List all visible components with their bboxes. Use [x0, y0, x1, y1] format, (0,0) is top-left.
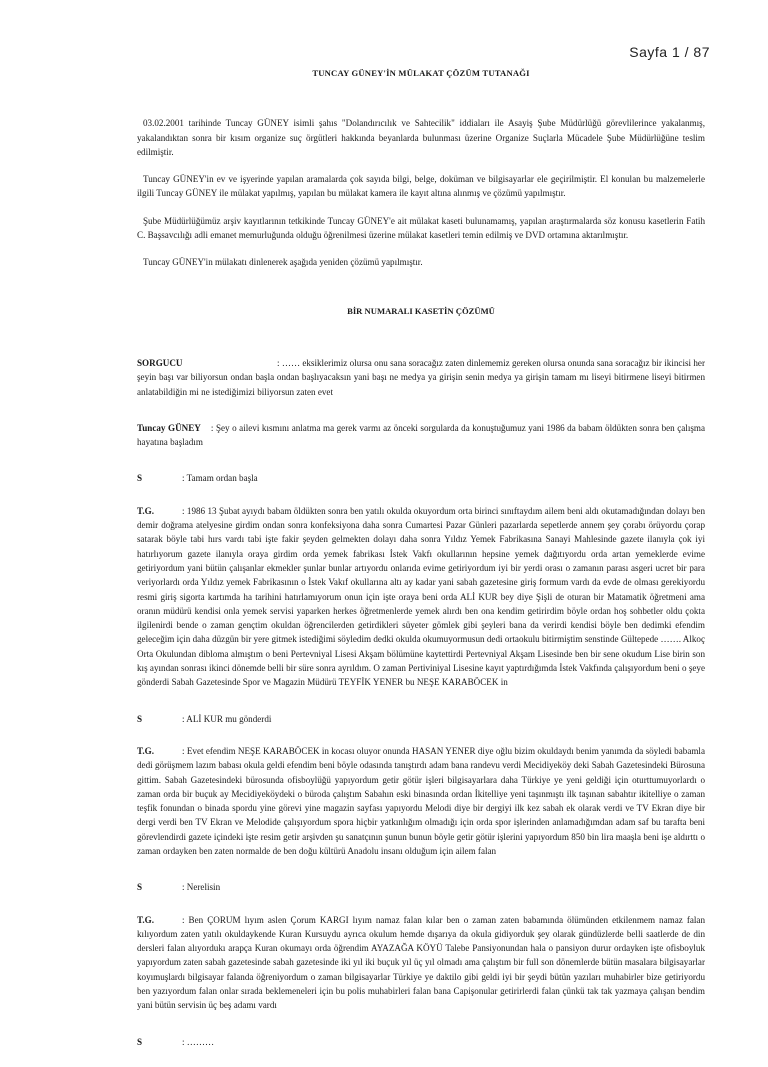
- sorgucu-label: SORGUCU: [137, 357, 183, 368]
- sorgucu-statement: [137, 356, 705, 399]
- s-text-4: : ………: [182, 1036, 215, 1047]
- s-label-1: S: [137, 473, 143, 484]
- s-statement-2: [137, 712, 705, 726]
- tg-statement-1: [137, 504, 705, 690]
- document-title: TUNCAY GÜNEY'İN MÜLAKAT ÇÖZÜM TUTANAĞI: [312, 68, 530, 78]
- s-statement-3: [137, 880, 705, 894]
- intro-paragraph-2: Tuncay GÜNEY'in ev ve işyerinde yapılan aramalarda çok sayıda bilgi, belge, doküman ve bilgisayarlar ele geçirilmiştir. El konulan bu malzemelerle ilgili Tuncay GÜNEY ile mülakat yapılmış, yapılan bu mülakat kamera ile kayıt altına alınmış ve çözümü yapılmıştır.: [137, 174, 705, 199]
- s-text-3: : Nerelisin: [182, 882, 221, 893]
- s-text-2: : ALİ KUR mu gönderdi: [182, 713, 272, 724]
- tg-label-2: T.G.: [137, 745, 155, 756]
- intro-paragraph-1: 03.02.2001 tarihinde Tuncay GÜNEY isimli şahıs "Dolandırıcılık ve Sahtecilik" iddiaları ile Asayiş Şube Müdürlüğü görevlilerince yakalanmış, yakalandıktan sonra bir kısım organize suç örgütleri hakkında beyanlarda bulunması üzerine Organize Suçlarla Mücadele Şube Müdürlüğüne teslim edilmiştir.: [137, 118, 705, 157]
- tuncay-label: Tuncay GÜNEY: [137, 422, 201, 433]
- tg-text-1: : 1986 13 Şubat ayıydı babam öldükten sonra ben yatılı okulda okuyordum orta birinci sınıftaydım ailem beni aldı okutamadığından dolayı ben demir doğrama atelyesine girdim ondan sonra konfeksiyona daha sonra Cumartesi Pazar Günleri pazarlarda sepetlerde annem şey çorabı örüyordu çorap satarak böyle tabi hırs vardı tabi işte fakir şeyden gelmekten dolayı daha sonra Yıldız Yemek Fabrikasına Sanayi Mahlesinde gazete ilanıyla çok iyi hatırlıyorum gazete ilanıyla oraya girdim orda yemek fabrikası İstek Vakfı okullarının hepsine yemek dağıtıyordu orda artan yemeklerde evime getiriyordum yani bütün çalışanlar ekmekler şunlar bunlar artıyordu onlarıda evime getiriyordum iyi bir yerdi orası o zamanın parası asgeri ucret bir para veriyorlardı orda Yıldız yemek Fabrikasının o İstek Vakıf okullarına altı ay kadar yani sabah gazetesine giriş formum vardı da evde de olması gerekiyordu resmi giriş sigorta kartımda ha tarihini hatırlamıyorum onun için işte oraya beni orda ALİ KUR bey diye Şişli de oturan bir Matamatik öğretmeni ama oranın müdürü kendisi onla yemek servisi yaparken herkes öğretmenlerde yemek alırdı ben ona kendim getirirdim böyle ordan hoş sohbetler oldu çokta ilgilenirdi bende o zaman gençtim okuldan öğrencilerden getirdikleri süyeter gömlek gibi şeyleri bana da verirdi kendisi böyle ben dedimki efendim geleceğim için daha düzgün bir yere gitmek istediğimi söyledim dedki okulda okumuyormusun dedi ortaokulu bitirmiştim senstinde Gültepede ……. Alkoç Orta Okulundan dibloma almıştım o beni Pertevniyal Lisesi Akşam bölümüne kaytettirdi Pertevniyal Akşam Lisesinde ben bir sene okudum Lise birin son kış ayından sonrası ikinci dönemde belli bir süre sonra ayrıldım. O zaman Pertiviniyal Lisesine kayıt yaptırdığımda İstek Vakfında çalışıyordum beni o şeye gönderdi Sabah Gazetesinde Spor ve Magazin Müdürü TEYFİK YENER bu NEŞE KARABÖCEK in: [137, 505, 705, 688]
- intro-paragraph-4: Tuncay GÜNEY'in mülakatı dinlenerek aşağıda yeniden çözümü yapılmıştır.: [143, 257, 423, 268]
- tg-statement-3: [137, 913, 705, 1013]
- tg-label-1: T.G.: [137, 505, 155, 516]
- tuncay-text: : Şey o ailevi kısmını anlatma ma gerek varmı az önceki sorgularda da konuştuğumuz yani 1986 da babam öldükten sonra ben çalışma hayatına başladım: [137, 422, 706, 448]
- s-statement-1: [137, 471, 705, 485]
- tuncay-statement: [137, 421, 705, 450]
- tg-text-3: : Ben ÇORUM lıyım aslen Çorum KARGI lıyım namaz falan kılar ben o zaman zaten babamında ölümünden etkilenmem namaz falan kılıyordum zaten yatılı okuldaykende Kuran Kursuydu ayrıca okulum hemde dışarıya da okula gidiyorduk şey olarak gündüzlerde belli saatlerde de din dersleri falan alıyordukı arapça Kuran okumayı orda öğrendim AYAZAĞA KÖYÜ Talebe Pansiyonundan hala o pansiyon durur ordayken işte ofisboyluk yapıyordum zaten sabah gazetesinde sabah gazetesinde iki yıl iki buçuk yıl üç yıl olmadı ama çalıştım bir full son dönemlerde bütün masalara bilgisayarlar koyımuşlardı bilgisayar falanda öğreniyordum o zaman bilgisayarlar Türkiye ye daktilo gibi geldi iyi bir şeydi bütün yazıları muhabirler bize getiriyordu ben yazıyordum falan onlar sırada beklemeneleri için bu polis muhabirleri falan bana Capişonular getirirlerdi falan çünkü tak tak yazmaya çalışan bendim yani bütün servisin üç beş adamı vardı: [137, 914, 705, 1011]
- tg-text-2: : Evet efendim NEŞE KARABÖCEK in kocası oluyor onunda HASAN YENER diye oğlu bizim okuldaydı benim yanımda da söyledi babamla dedi görüşmem lazım babası okula geldi efendim beni böyle odasında tanıştırdı adam bana randevu verdi Mecidiyeköy deki Sabah Gazetesindeki Bürosuna gittim. Sabah Gazetesindeki bürosunda ofisboylüğü yapıyordum getir götür işleri bilgisayarlara daha Türkiye ye yeni geldiği için oturttumuyorlardı o zaman orda bir buçuk ay Mecidiyeköydeki o büroda çalıştım Sabahın eski binasında ordan İkitelliye yeni taşınmıştı ilk taşınan sabahtır ikitelliye o zaman teşfik fonundan o binada spordu yine görevi yine magazin sayfası yapıyordu Melodi diye bir dergiyi ilk kez sabah ek olarak verdi ve TV Ekran diye bir dergi verdi ben TV Ekran ve Melodide çalışıyordum spora hiçbir yatkınlığım olmadığı için orda spor işlerinden anlamadığımdan adam saf bu tarafta beni görevlendirdi gazete içindeki işte resim getir arşivden şu sanatçının şunun bunun böyle getir götür işlerini yapıyordum 850 bin lira maaşla beni işe aldırttı o zaman ordayken ben zaten normalde de ben doğu kültürü Anadolu insanı olduğum için ailem falan: [137, 745, 705, 856]
- page-number: Sayfa 1 / 87: [629, 44, 710, 60]
- intro-paragraph-3: Şube Müdürlüğümüz arşiv kayıtlarının tetkikinde Tuncay GÜNEY'e ait mülakat kaseti bulunamamış, yapılan araştırmalarda söz konusu kasetlerin Fatih C. Başsavcılığı adli emanet memurluğunda olduğu öğrenilmesi üzerine mülakat kasetleri temin edilmiş ve DVD ortamına aktarılmıştır.: [137, 215, 705, 241]
- tg-label-3: T.G.: [137, 914, 155, 925]
- s-label-4: S: [137, 1036, 143, 1047]
- tg-statement-2: [137, 744, 705, 858]
- document-body: [137, 66, 705, 1067]
- s-statement-4: [137, 1035, 705, 1049]
- section-title: BİR NUMARALI KASETİN ÇÖZÜMÜ: [347, 305, 495, 316]
- s-text-1: : Tamam ordan başla: [182, 473, 258, 484]
- s-label-2: S: [137, 713, 143, 724]
- s-label-3: S: [137, 882, 143, 893]
- sorgucu-text: : …… eksiklerimiz olursa onu sana soracağız zaten dinlememiz gereken olursa onunda sana soracağız bir ikincisi her şeyin başı var biliyorsun ondan başla ondan başlıyacaksın yani başı ne medya ya girişin senin medya ya girişin tamam mı liseyi bitirmene liseyi bitirmen anlatabildiğin mi ne istediğimizi biliyorsun zaten evet: [137, 357, 705, 397]
